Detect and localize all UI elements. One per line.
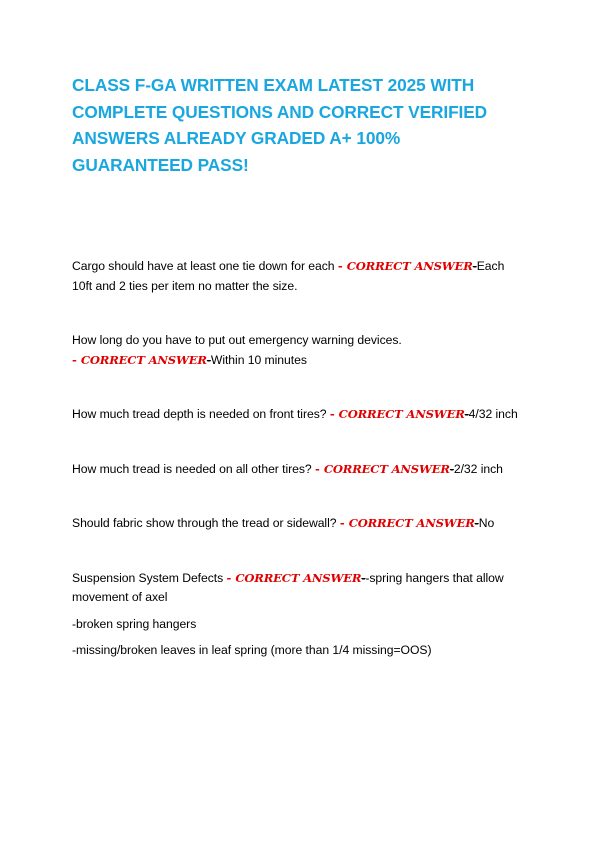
question-text: How much tread depth is needed on front tires? xyxy=(72,407,330,421)
answer-text: -spring hangers that allow movement of axel xyxy=(72,570,504,604)
answer-text: Within 10 minutes xyxy=(210,352,307,367)
correct-answer-marker: - CORRECT ANSWER xyxy=(226,570,362,585)
document-title: CLASS F-GA WRITTEN EXAM LATEST 2025 WITH COMPLETE QUESTIONS AND CORRECT VERIFIED ANSWERS ALREADY GRADED A+ 100% GUARANTEED PASS! xyxy=(72,75,488,175)
correct-answer-marker: - CORRECT ANSWER xyxy=(339,516,475,530)
qa-item: Should fabric show through the tread or sidewall? - CORRECT ANSWER-No xyxy=(72,516,495,530)
answer-text: Each 10ft and 2 ties per item no matter the size. xyxy=(72,259,505,293)
question-text: How much tread is needed on all other tires? xyxy=(72,461,315,476)
correct-answer-marker: - CORRECT ANSWER xyxy=(337,259,473,273)
question-text: Cargo should have at least one tie down for each xyxy=(72,259,338,273)
question-text: Should fabric show through the tread or sidewall? xyxy=(72,516,340,530)
qa-item: Cargo should have at least one tie down for each - CORRECT ANSWER-Each 10ft and 2 ties per item no matter the size. xyxy=(72,259,505,293)
qa-item: How long do you have to put out emergency warning devices. - CORRECT ANSWER-Within 10 minutes xyxy=(72,333,402,367)
qa-item: How much tread is needed on all other tires? - CORRECT ANSWER-2/32 inch xyxy=(72,461,503,476)
qa-item: How much tread depth is needed on front tires? - CORRECT ANSWER-4/32 inch xyxy=(72,407,518,421)
question-text: Suspension System Defects xyxy=(72,570,227,585)
question-text: How long do you have to put out emergency warning devices. xyxy=(72,333,402,347)
answer-text: No xyxy=(478,516,495,530)
correct-answer-marker: - CORRECT ANSWER xyxy=(72,352,207,367)
qa-list xyxy=(72,257,524,661)
answer-extra-line: -missing/broken leaves in leaf spring (more than 1/4 missing=OOS) xyxy=(72,643,432,657)
answer-text: 4/32 inch xyxy=(468,407,518,421)
correct-answer-marker: - CORRECT ANSWER xyxy=(315,461,450,476)
qa-item: Suspension System Defects - CORRECT ANSWER--spring hangers that allow movement of axel xyxy=(72,570,504,604)
correct-answer-marker: - CORRECT ANSWER xyxy=(329,407,465,421)
answer-extra-line: -broken spring hangers xyxy=(72,616,197,631)
answer-text: 2/32 inch xyxy=(453,461,503,476)
